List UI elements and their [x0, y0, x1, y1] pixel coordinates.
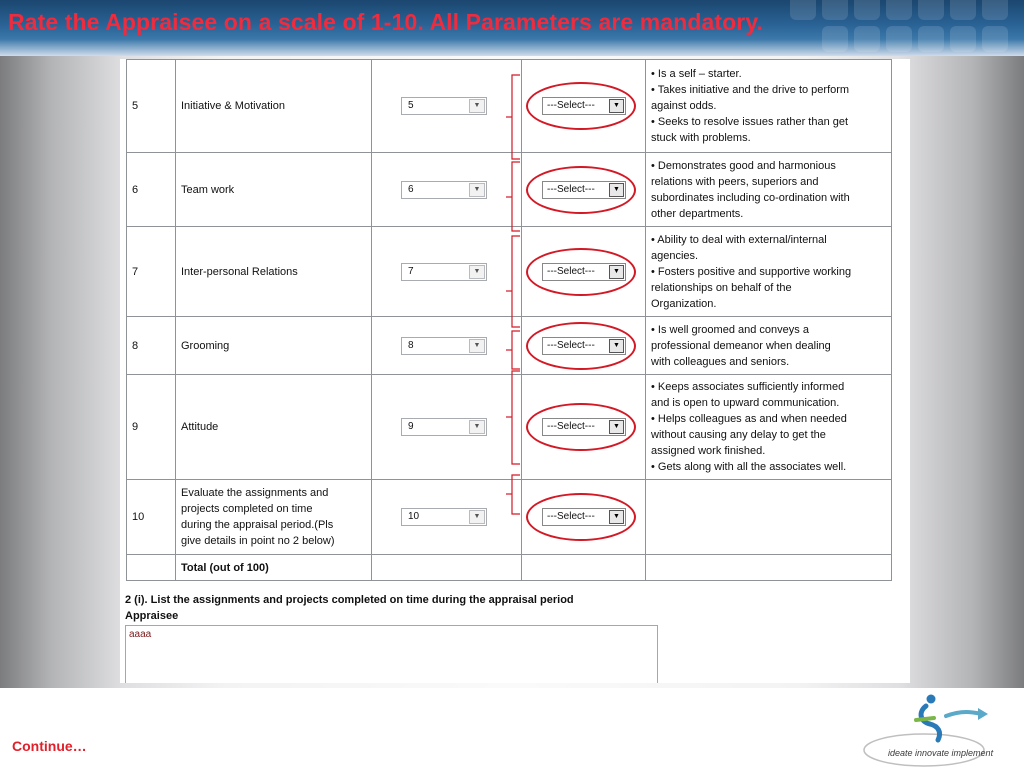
select-placeholder: ---Select--- — [547, 183, 595, 195]
score-value: 6 — [408, 183, 414, 195]
appraisee-score-select[interactable] — [401, 337, 487, 355]
row-number: 5 — [127, 60, 176, 153]
rating-table — [126, 59, 892, 581]
parameter-line: give details in point no 2 below) — [181, 535, 335, 547]
dropdown-arrow-icon[interactable]: ▼ — [469, 183, 485, 197]
row-number: 7 — [127, 227, 176, 317]
description-line: • Takes initiative and the drive to perform — [651, 84, 850, 96]
row-number: 6 — [127, 153, 176, 227]
dropdown-arrow-icon[interactable]: ▼ — [609, 510, 624, 524]
description-line: • Keeps associates sufficiently informed — [651, 381, 845, 393]
score-value: 8 — [408, 339, 414, 351]
reviewer-score-select[interactable] — [542, 508, 626, 526]
parameter-name: Attitude — [176, 375, 372, 480]
description-line: • Gets along with all the associates well. — [651, 461, 847, 473]
reviewer-score-select[interactable] — [542, 337, 626, 355]
description-line: subordinates including co-ordination with — [651, 191, 850, 204]
appraisee-textarea[interactable]: aaaa — [125, 625, 658, 683]
select-placeholder: ---Select--- — [547, 339, 595, 351]
rating-row — [127, 317, 892, 375]
reviewer-score-cell — [522, 375, 646, 480]
slide-body — [0, 56, 1024, 688]
rating-row — [127, 480, 892, 555]
reviewer-score-select[interactable] — [542, 181, 626, 199]
description-line: without causing any delay to get the — [651, 429, 826, 441]
description-line: against odds. — [651, 100, 717, 112]
total-label: Total (out of 100) — [176, 555, 372, 581]
parameter-line: projects completed on time — [181, 503, 313, 515]
dropdown-arrow-icon[interactable]: ▼ — [469, 99, 485, 113]
appraisee-label: Appraisee — [125, 610, 179, 622]
appraisee-score-select[interactable] — [401, 418, 487, 436]
description-line: with colleagues and seniors. — [651, 355, 790, 368]
parameter-description — [646, 480, 892, 555]
rating-row — [127, 227, 892, 317]
parameter-description — [646, 375, 892, 480]
parameter-name: Grooming — [176, 317, 372, 375]
description-line: Organization. — [651, 297, 717, 310]
description-line: stuck with problems. — [651, 132, 751, 144]
company-logo — [858, 690, 1024, 768]
row-number: 8 — [127, 317, 176, 375]
appraisee-score-select[interactable] — [401, 263, 487, 281]
reviewer-score-cell — [522, 480, 646, 555]
appraisee-score-select[interactable] — [401, 181, 487, 199]
description-line: • Fosters positive and supportive working — [651, 265, 852, 278]
select-placeholder: ---Select--- — [547, 265, 595, 277]
reviewer-score-select[interactable] — [542, 263, 626, 281]
row-number: 10 — [127, 480, 176, 555]
description-line: relations with peers, superiors and — [651, 175, 819, 188]
dropdown-arrow-icon[interactable]: ▼ — [469, 265, 485, 279]
description-line: assigned work finished. — [651, 445, 766, 457]
score-value: 10 — [408, 511, 420, 522]
description-line: and is open to upward communication. — [651, 397, 840, 409]
appraisee-score-select[interactable] — [401, 508, 487, 526]
parameter-name: Team work — [176, 153, 372, 227]
row-number: 9 — [127, 375, 176, 480]
dropdown-arrow-icon[interactable]: ▼ — [469, 420, 485, 434]
continue-link[interactable]: Continue… — [12, 738, 87, 754]
appraisee-score-cell — [372, 227, 522, 317]
description-line: professional demeanor when dealing — [651, 339, 831, 352]
reviewer-score-cell — [522, 60, 646, 153]
description-line: • Helps colleagues as and when needed — [651, 413, 847, 425]
reviewer-score-select[interactable] — [542, 418, 626, 436]
select-placeholder: ---Select--- — [547, 511, 595, 522]
dropdown-arrow-icon[interactable]: ▼ — [469, 510, 485, 524]
total-row — [127, 555, 892, 581]
select-placeholder: ---Select--- — [547, 100, 595, 111]
rating-row — [127, 153, 892, 227]
score-value: 9 — [408, 421, 414, 432]
parameter-description — [646, 227, 892, 317]
appraisee-score-cell — [372, 480, 522, 555]
dropdown-arrow-icon[interactable]: ▼ — [609, 183, 624, 197]
dropdown-arrow-icon[interactable]: ▼ — [609, 99, 624, 113]
appraisee-score-cell — [372, 375, 522, 480]
logo-arrow-icon — [946, 712, 982, 716]
appraisee-score-cell — [372, 153, 522, 227]
description-line: • Is a self – starter. — [651, 68, 742, 80]
form-screenshot — [120, 59, 910, 683]
appraisee-score-cell — [372, 60, 522, 153]
total-cell — [646, 555, 892, 581]
description-line: • Seeks to resolve issues rather than get — [651, 116, 849, 128]
reviewer-score-cell — [522, 153, 646, 227]
rating-row — [127, 60, 892, 153]
section-2-title: 2 (i). List the assignments and projects completed on time during the appraisal period — [125, 594, 574, 606]
appraisee-score-cell — [372, 317, 522, 375]
logo-tagline: ideate innovate implement — [888, 748, 994, 758]
description-line: relationships on behalf of the — [651, 281, 792, 294]
slide-title: Rate the Appraisee on a scale of 1-10. All Parameters are mandatory. — [8, 9, 764, 35]
description-line: • Demonstrates good and harmonious — [651, 159, 836, 172]
parameter-description — [646, 153, 892, 227]
dropdown-arrow-icon[interactable]: ▼ — [609, 265, 624, 279]
parameter-name: Inter-personal Relations — [176, 227, 372, 317]
description-line: • Ability to deal with external/internal — [651, 233, 827, 246]
rating-row — [127, 375, 892, 480]
parameter-name: Initiative & Motivation — [176, 60, 372, 153]
description-line: agencies. — [651, 249, 699, 262]
dropdown-arrow-icon[interactable]: ▼ — [609, 339, 624, 353]
description-line: • Is well groomed and conveys a — [651, 323, 809, 336]
reviewer-score-select[interactable] — [542, 97, 626, 115]
slide-header — [0, 0, 1024, 56]
parameter-description — [646, 317, 892, 375]
description-line: other departments. — [651, 207, 744, 220]
score-value: 7 — [408, 265, 414, 277]
total-cell — [522, 555, 646, 581]
select-placeholder: ---Select--- — [547, 421, 595, 432]
parameter-description — [646, 60, 892, 153]
total-cell — [372, 555, 522, 581]
parameter-name — [176, 480, 372, 555]
total-cell — [127, 555, 176, 581]
parameter-line: Evaluate the assignments and — [181, 487, 329, 499]
header-decoration — [784, 0, 1024, 56]
appraisee-score-select[interactable] — [401, 97, 487, 115]
score-value: 5 — [408, 100, 414, 111]
parameter-line: during the appraisal period.(Pls — [181, 519, 334, 531]
reviewer-score-cell — [522, 227, 646, 317]
reviewer-score-cell — [522, 317, 646, 375]
dropdown-arrow-icon[interactable]: ▼ — [609, 420, 624, 434]
dropdown-arrow-icon[interactable]: ▼ — [469, 339, 485, 353]
